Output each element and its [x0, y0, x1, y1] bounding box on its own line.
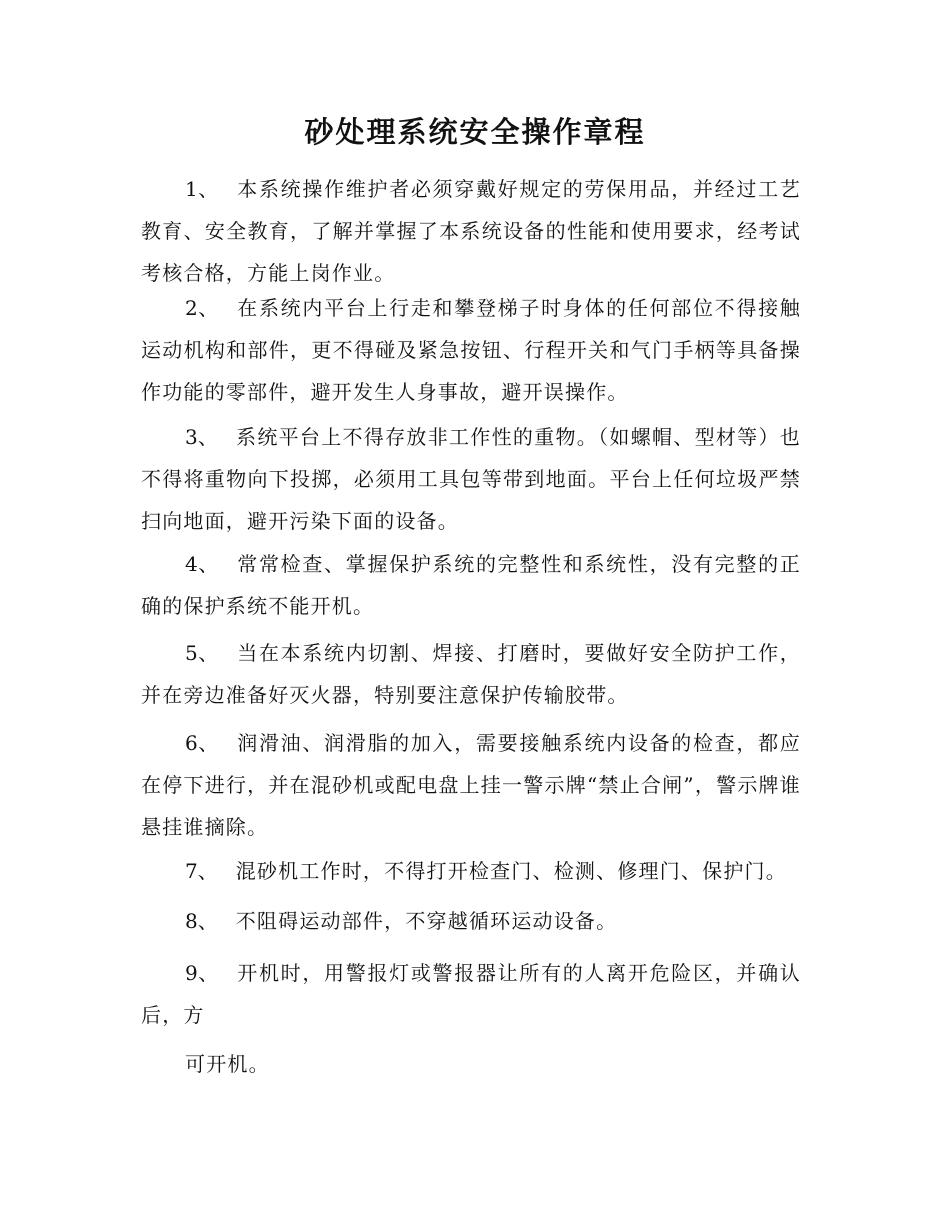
- rule-text: 在系统内平台上行走和攀登梯子时身体的任何部位不得接触运动机构和部件，更不得碰及紧急按钮、行程开关和气门手柄等具备操作功能的零部件，避开发生人身事故，避开误操作。: [141, 296, 801, 404]
- rule-number: 6、: [185, 731, 219, 755]
- rule-text: 系统平台上不得存放非工作性的重物。（如螺帽、型材等）也不得将重物向下投掷，必须用工具包等带到地面。平台上任何垃圾严禁扫向地面，避开污染下面的设备。: [141, 425, 801, 533]
- rule-continuation: 可开机。: [185, 1052, 270, 1076]
- rule-number: 3、: [185, 425, 218, 449]
- rule-number: 7、: [185, 859, 218, 883]
- document-title: 砂处理系统安全操作章程: [304, 115, 646, 149]
- rule-number: 4、: [185, 552, 219, 576]
- rule-item-9: [141, 952, 801, 1036]
- rule-text: 常常检查、掌握保护系统的完整性和系统性，没有完整的正确的保护系统不能开机。: [141, 552, 801, 618]
- rule-text: 当在本系统内切割、焊接、打磨时，要做好安全防护工作，并在旁边准备好灭火器，特别要注意保护传输胶带。: [141, 641, 801, 707]
- rule-item-1: [141, 168, 801, 294]
- rule-text: 混砂机工作时，不得打开检查门、检测、修理门、保护门。: [235, 859, 787, 883]
- rule-text: 润滑油、润滑脂的加入，需要接触系统内设备的检查，都应在停下进行，并在混砂机或配电盘上挂一警示牌“禁止合闸”，警示牌谁悬挂谁摘除。: [141, 731, 801, 839]
- rule-item-5: [141, 632, 801, 716]
- rule-number: 2、: [185, 296, 219, 320]
- rule-item-7: [141, 850, 801, 892]
- rule-text: 本系统操作维护者必须穿戴好规定的劳保用品，并经过工艺教育、安全教育，了解并掌握了本系统设备的性能和使用要求，经考试考核合格，方能上岗作业。: [141, 177, 801, 285]
- rule-item-4: [141, 543, 801, 627]
- rule-item-6: [141, 722, 801, 848]
- rule-item-3: [141, 416, 801, 542]
- rule-text: 开机时，用警报灯或警报器让所有的人离开危险区，并确认后，方: [141, 961, 801, 1027]
- rule-number: 5、: [185, 641, 219, 665]
- rule-text: 不阻碍运动部件，不穿越循环运动设备。: [235, 909, 618, 933]
- rule-item-8: [141, 900, 801, 942]
- rule-item-2: [141, 287, 801, 413]
- rule-number: 8、: [185, 909, 218, 933]
- rule-number: 9、: [185, 961, 219, 985]
- rule-number: 1、: [185, 177, 219, 201]
